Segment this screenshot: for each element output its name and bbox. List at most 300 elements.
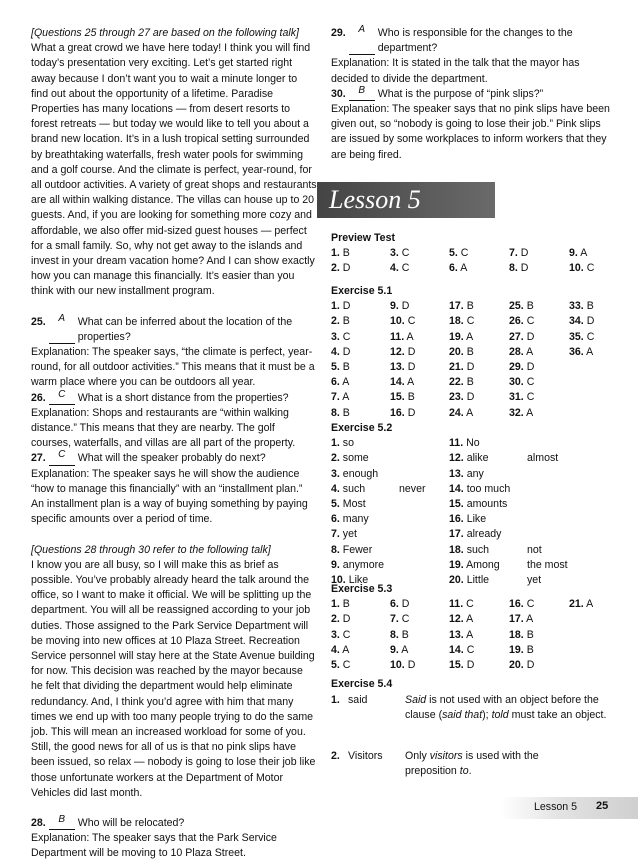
answer-cell: [390, 330, 414, 345]
answer-number: 28.: [509, 345, 524, 358]
answer-number: 18.: [509, 628, 524, 641]
answer-grid: [331, 299, 611, 421]
question-text: What is the purpose of “pink slips?”: [377, 87, 544, 100]
answer-cell: [449, 406, 473, 421]
answer-blank: A: [349, 25, 375, 55]
answer-cell: [331, 643, 349, 658]
answer-cell: [331, 512, 369, 527]
answer-cell: [449, 482, 510, 497]
answer-cell: [390, 658, 415, 673]
answer-cell: [449, 314, 474, 329]
answer-number: 5.: [449, 247, 458, 260]
answer-letter: A: [406, 330, 414, 343]
answer-blank: C: [49, 450, 75, 465]
section-title: Preview Test: [331, 232, 395, 244]
answer-word: Among: [466, 558, 500, 571]
lesson-title: Lesson 5: [329, 185, 421, 214]
answer-word: any: [466, 467, 484, 480]
answer-number: 20.: [449, 574, 464, 586]
answer-cell: [449, 658, 474, 673]
answer-number: 18.: [449, 315, 464, 328]
answer-cell: [390, 390, 415, 405]
answer-cell: [449, 330, 473, 345]
answer-number: 15.: [449, 498, 464, 510]
answer-word-extra: the most: [527, 558, 568, 571]
answer-cell: [509, 597, 534, 612]
answer-number: 10.: [569, 262, 584, 275]
answer-number: 18.: [449, 543, 464, 556]
answer-number: 5.: [331, 361, 340, 373]
answer-blank: A: [49, 314, 75, 344]
answer-letter: D: [466, 391, 475, 404]
answer-number: 6.: [331, 376, 340, 389]
answer-number: 25.: [509, 300, 524, 313]
answer-number: 11.: [390, 330, 405, 343]
answer-cell: [331, 261, 350, 276]
answer-cell: [449, 261, 467, 276]
answer-number: 9.: [390, 300, 399, 313]
talk2-intro: [Questions 28 through 30 refer to the following talk]: [31, 543, 271, 556]
question-number: 26.: [31, 391, 46, 404]
answer-number: 5.: [331, 659, 340, 671]
answer-cell: [331, 345, 350, 360]
answer-cell: [569, 261, 594, 276]
section-title: Exercise 5.4: [331, 678, 393, 690]
answer-cell: [390, 643, 408, 658]
answer-number: 8.: [509, 262, 518, 275]
answer-letter: B: [466, 376, 474, 389]
question-text: Who will be relocated?: [77, 816, 185, 829]
answer-letter: C: [466, 315, 475, 328]
answer-number: 9.: [569, 247, 578, 260]
item-note: [405, 693, 610, 723]
answer-cell: [390, 375, 414, 390]
question-27: [31, 451, 317, 466]
answer-cell: [569, 345, 593, 360]
explanation-30: Explanation: The speaker says that no pink slips have been given out, so “nobody is going to lose their job.” Pink slips are issued by some workplaces to inform workers that they are being fired.: [331, 103, 610, 161]
answer-cell: [390, 612, 409, 627]
answer-number: 31.: [509, 391, 524, 404]
answer-letter: D: [407, 406, 416, 419]
item-number: 2.: [331, 750, 340, 763]
note-text: );: [482, 709, 492, 722]
answer-number: 24.: [449, 406, 464, 419]
answer-cell: [331, 451, 369, 466]
answer-letter: B: [586, 300, 594, 313]
answer-number: 10.: [390, 315, 405, 328]
answer-cell: [509, 390, 534, 405]
exercise-5-1-section: [331, 284, 611, 421]
answer-cell: [331, 482, 365, 497]
answer-cell: [509, 643, 534, 658]
answer-word: Most: [342, 498, 366, 510]
answer-word-extra: not: [527, 543, 542, 556]
answer-number: 23.: [449, 391, 464, 404]
answer-number: 17.: [449, 528, 464, 541]
answer-letter: D: [342, 345, 351, 358]
answer-letter: B: [342, 598, 350, 611]
answer-letter: C: [342, 628, 351, 641]
explanation-29: Explanation: It is stated in the talk that the mayor has decided to divide the department.: [331, 57, 580, 85]
answer-cell: [331, 497, 366, 512]
answer-number: 8.: [331, 406, 340, 419]
answer-letter: C: [526, 376, 535, 389]
answer-letter: A: [466, 628, 474, 641]
answer-number: 3.: [390, 247, 399, 260]
answer-number: 4.: [331, 345, 340, 358]
answer-letter: B: [342, 315, 350, 328]
answer-number: 26.: [509, 315, 524, 328]
note-text: is not used with an object before the clause (: [405, 694, 599, 722]
answer-number: 1.: [331, 598, 340, 611]
answer-number: 21.: [449, 361, 464, 373]
answer-letter: C: [586, 330, 595, 343]
answer-letter: C: [526, 315, 535, 328]
answer-cell: [331, 390, 349, 405]
answer-letter: C: [526, 598, 535, 611]
answer-letter: A: [401, 643, 409, 656]
answer-number: 32.: [509, 406, 524, 419]
answer-cell: [331, 314, 350, 329]
answer-letter: A: [586, 345, 594, 358]
answer-letter: A: [407, 376, 415, 389]
note-text: Only: [405, 750, 430, 763]
note-emphasis: said that: [442, 709, 483, 722]
answer-number: 9.: [331, 558, 340, 571]
answer-letter: C: [342, 330, 351, 343]
answer-number: 7.: [331, 528, 340, 541]
answer-cell: [331, 330, 350, 345]
answer-number: 4.: [331, 643, 340, 656]
question-26: [31, 388, 317, 406]
answer-cell: [449, 558, 500, 573]
section-title: Exercise 5.1: [331, 285, 393, 297]
answer-cell: [331, 527, 357, 542]
answer-letter: A: [526, 345, 534, 358]
answer-cell: [509, 330, 534, 345]
answer-number: 13.: [449, 628, 464, 641]
answer-word: Little: [466, 574, 490, 586]
answer-number: 2.: [331, 452, 340, 465]
lesson-heading-banner: [317, 182, 495, 218]
answer-number: 14.: [449, 643, 464, 656]
answer-letter: C: [460, 247, 469, 260]
explanation-27: Explanation: The speaker says he will show the audience “how to manage this financially” with an “installment plan.” An installment plan is a way of buying something by paying specific amounts over a period of time.: [31, 467, 308, 526]
answer-number: 30.: [509, 376, 524, 389]
answer-number: 16.: [449, 513, 464, 526]
answer-cell: [331, 406, 350, 421]
answer-number: 10.: [390, 659, 405, 671]
answer-number: 10.: [331, 574, 346, 586]
answer-number: 17.: [449, 300, 464, 313]
answer-number: 8.: [331, 543, 340, 556]
answer-number: 16.: [509, 598, 524, 611]
answer-word: enough: [342, 467, 379, 480]
answer-letter: C: [342, 659, 351, 671]
answer-letter: A: [466, 330, 474, 343]
answer-number: 6.: [331, 513, 340, 526]
item-answer: Visitors: [348, 750, 383, 763]
answer-cell: [449, 543, 489, 558]
answer-number: 1.: [331, 247, 340, 260]
answer-letter: D: [407, 361, 416, 373]
answer-letter: A: [460, 262, 468, 275]
answer-word: amounts: [466, 498, 508, 510]
exercise-5-4-section: [331, 677, 611, 781]
answer-cell: [449, 360, 474, 375]
answer-number: 20.: [509, 659, 524, 671]
answer-cell: [390, 261, 409, 276]
answer-word: alike: [466, 452, 489, 465]
answer-cell: [449, 612, 473, 627]
answer-letter: D: [401, 598, 410, 611]
answer-cell: [331, 558, 384, 573]
answer-word: No: [466, 437, 480, 450]
answer-word: yet: [342, 528, 357, 541]
answer-letter: C: [526, 391, 535, 404]
answer-letter: D: [407, 659, 416, 671]
answer-letter: A: [466, 613, 474, 626]
question-text: Who is responsible for the changes to the department?: [377, 27, 573, 55]
question-30: [331, 84, 611, 102]
answer-grid: [331, 436, 611, 588]
answer-letter: C: [401, 613, 410, 626]
answer-word: such: [342, 482, 366, 495]
answer-letter: D: [520, 247, 529, 260]
exercise-5-3-section: [331, 582, 611, 673]
answer-number: 33.: [569, 300, 584, 313]
answer-letter: B: [342, 361, 350, 373]
answer-letter: B: [526, 300, 534, 313]
answer-word: many: [342, 513, 369, 526]
answer-number: 3.: [331, 330, 340, 343]
note-emphasis: Said: [405, 694, 427, 707]
exercise-5-4-item-1: [331, 693, 611, 725]
answer-cell: [331, 436, 354, 451]
answer-cell: [449, 512, 486, 527]
answer-word: already: [466, 528, 502, 541]
answer-cell: [509, 658, 534, 673]
answer-number: 19.: [449, 558, 464, 571]
answer-cell: [509, 314, 534, 329]
answer-number: 22.: [449, 376, 464, 389]
answer-number: 13.: [390, 361, 405, 373]
answer-word: such: [466, 543, 490, 556]
page-footer: [500, 797, 638, 819]
answer-number: 14.: [390, 376, 405, 389]
answer-cell: [569, 246, 587, 261]
answer-number: 21.: [569, 598, 584, 611]
answer-number: 20.: [449, 345, 464, 358]
question-text: What will the speaker probably do next?: [77, 452, 266, 465]
answer-cell: [449, 527, 501, 542]
answer-number: 6.: [449, 262, 458, 275]
answer-letter: A: [466, 406, 474, 419]
explanation-28: Explanation: The speaker says that the Park Service Department will be moving to 10 Plaza Street.: [31, 832, 277, 860]
answer-cell: [449, 597, 474, 612]
answer-letter: A: [526, 613, 534, 626]
answer-number: 35.: [569, 330, 584, 343]
answer-letter: B: [526, 643, 534, 656]
answer-letter: C: [407, 315, 416, 328]
section-title: Exercise 5.3: [331, 583, 393, 595]
answer-number: 15.: [390, 391, 405, 404]
answer-cell: [331, 628, 350, 643]
answer-number: 11.: [449, 437, 464, 450]
answer-cell: [331, 360, 350, 375]
note-text: must take an object.: [508, 709, 607, 722]
answer-cell: [331, 375, 349, 390]
answer-cell: [509, 360, 534, 375]
answer-cell: [509, 299, 534, 314]
answer-letter: D: [520, 262, 529, 275]
answer-grid: [331, 246, 611, 276]
answer-cell: [449, 299, 474, 314]
answer-cell: [331, 658, 350, 673]
answer-cell: [509, 246, 528, 261]
answer-cell: [390, 597, 409, 612]
answer-word-extra: yet: [527, 574, 542, 586]
answer-number: 8.: [390, 628, 399, 641]
question-number: 30.: [331, 87, 346, 100]
answer-letter: B: [401, 628, 409, 641]
explanation-25: Explanation: The speaker says, “the climate is perfect, year-round, for all outdoor activities.” This means that it must be a warm place where you can be outdoors all year.: [31, 346, 315, 389]
answer-number: 19.: [449, 330, 464, 343]
answer-letter: C: [586, 262, 595, 275]
answer-cell: [569, 597, 593, 612]
answer-cell: [569, 330, 594, 345]
answer-cell: [331, 597, 350, 612]
exercise-5-2-section: [331, 421, 611, 588]
answer-cell: [449, 643, 474, 658]
note-emphasis: visitors: [429, 750, 463, 763]
answer-cell: [569, 299, 594, 314]
question-number: 27.: [31, 452, 46, 465]
answer-cell: [449, 246, 468, 261]
talk1-transcript: What a great crowd we have here today! I think you will find today’s presentation very exciting. Let’s get started right away because I don’t want you to wait a minute longer to find out about the opportunity of a lifetime. Paradise Properties has many locations — from desert resorts to forest retreats — but today we would like to tell you about a brand new location. It’s in a lush tropical setting surrounded by breathtaking waterfalls, fresh water pools for swimming and a golf course. And the climate is perfect, year-round, for all outdoor activities. A variety of great shops and restaurants are all within walking distance. The villas can house up to 20 guests. And, if you are looking for something more cozy and affordable, we also offer mid-sized guest houses — perfect for a small family. So, why not get away to the islands and invest in your dream vacation home? And I can show exactly how you can manage this financially. It’s easier than you think with our new installment program.: [31, 42, 317, 298]
answer-cell: [331, 246, 350, 261]
answer-letter: C: [401, 262, 410, 275]
answer-letter: B: [342, 406, 350, 419]
answer-cell: [449, 375, 474, 390]
note-emphasis: told: [491, 709, 509, 722]
answer-word: some: [342, 452, 369, 465]
item-note: [405, 749, 565, 779]
answer-number: 16.: [390, 406, 405, 419]
answer-letter: B: [342, 247, 350, 260]
answer-letter: D: [526, 361, 535, 373]
answer-cell: [509, 612, 533, 627]
answer-letter: B: [466, 300, 474, 313]
answer-number: 1.: [331, 300, 340, 313]
question-25: [31, 312, 317, 345]
answer-number: 7.: [390, 613, 399, 626]
answer-number: 29.: [509, 361, 524, 373]
answer-number: 6.: [390, 598, 399, 611]
answer-number: 4.: [331, 482, 340, 495]
answer-letter: B: [526, 628, 534, 641]
answer-number: 34.: [569, 315, 584, 328]
answer-letter: A: [342, 376, 350, 389]
question-28: [31, 813, 317, 831]
answer-number: 7.: [509, 247, 518, 260]
question-number: 28.: [31, 816, 46, 829]
answer-number: 19.: [509, 643, 524, 656]
item-answer: said: [348, 694, 368, 707]
answer-letter: D: [342, 613, 351, 626]
answer-cell: [390, 299, 409, 314]
explanation-26: Explanation: Shops and restaurants are “within walking distance.” This means that they are nearby. The golf courses, waterfalls, and villas are all part of the property.: [31, 406, 296, 450]
answer-cell: [449, 436, 480, 451]
answer-number: 13.: [449, 467, 464, 480]
answer-letter: D: [407, 345, 416, 358]
answer-cell: [569, 314, 594, 329]
answer-cell: [331, 299, 350, 314]
answer-number: 5.: [331, 498, 340, 510]
answer-word: so: [342, 437, 354, 450]
answer-letter: B: [407, 391, 415, 404]
answer-letter: A: [526, 406, 534, 419]
answer-letter: A: [580, 247, 588, 260]
answer-letter: D: [586, 315, 595, 328]
answer-number: 1.: [331, 437, 340, 450]
answer-number: 4.: [390, 262, 399, 275]
answer-cell: [390, 360, 415, 375]
answer-number: 12.: [449, 452, 464, 465]
answer-number: 36.: [569, 345, 584, 358]
answer-number: 15.: [449, 659, 464, 671]
answer-word: too much: [466, 482, 511, 495]
answer-cell: [390, 628, 409, 643]
answer-number: 27.: [509, 330, 524, 343]
answer-word-extra: almost: [527, 452, 559, 465]
answer-word: Like: [348, 574, 369, 586]
answer-number: 12.: [390, 345, 405, 358]
note-text: is used with the preposition: [405, 750, 539, 778]
answer-word-extra: never: [399, 482, 426, 495]
question-29: [331, 26, 611, 56]
answer-cell: [509, 406, 533, 421]
answer-letter: C: [401, 247, 410, 260]
answer-cell: [449, 390, 474, 405]
answer-cell: [331, 467, 378, 482]
answer-number: 9.: [390, 643, 399, 656]
answer-blank: B: [49, 815, 75, 830]
footer-label: Lesson 5: [534, 801, 577, 813]
answer-letter: D: [466, 361, 475, 373]
answer-blank: B: [349, 86, 375, 101]
answer-word: Like: [466, 513, 487, 526]
question-text: What can be inferred about the location of the properties?: [77, 315, 293, 343]
answer-letter: D: [526, 659, 535, 671]
answer-cell: [449, 497, 507, 512]
note-text: .: [468, 765, 472, 778]
question-text: What is a short distance from the properties?: [77, 391, 289, 404]
answer-cell: [390, 345, 415, 360]
answer-cell: [509, 261, 528, 276]
question-number: 25.: [31, 315, 46, 328]
preview-test-section: [331, 231, 611, 277]
answer-word: anymore: [342, 558, 385, 571]
answer-cell: [331, 612, 350, 627]
answer-cell: [449, 628, 473, 643]
answer-grid: [331, 597, 611, 673]
answer-cell: [390, 314, 415, 329]
left-column: [31, 26, 317, 862]
question-number: 29.: [331, 27, 346, 39]
answer-cell: [390, 246, 409, 261]
answer-number: 2.: [331, 262, 340, 275]
